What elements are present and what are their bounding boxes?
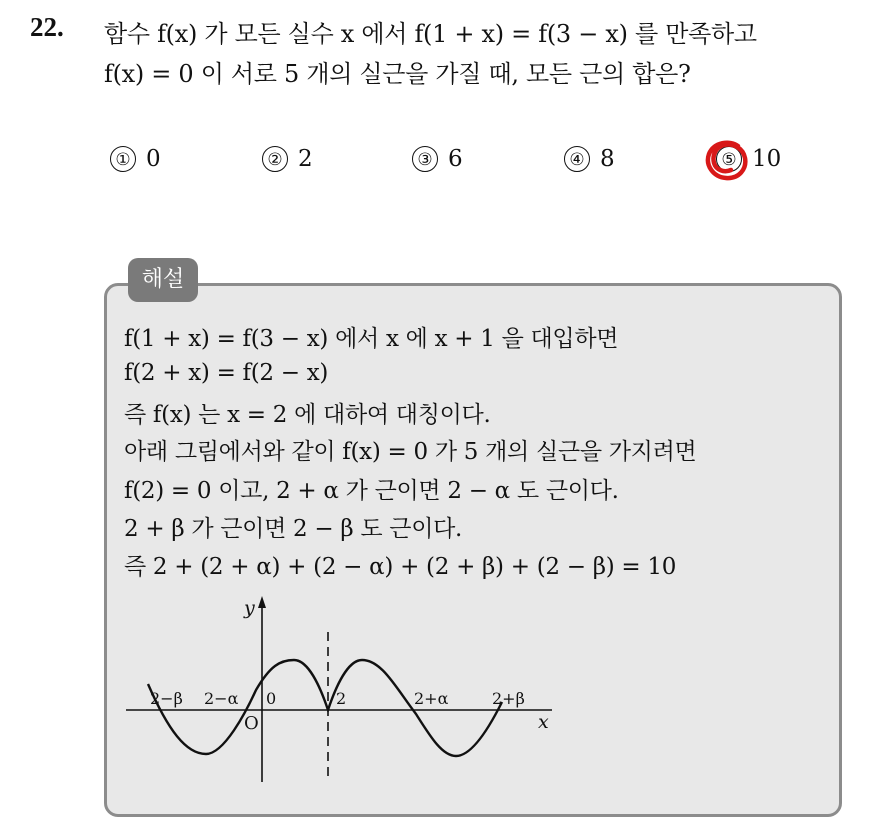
- solution-line-5: f(2) = 0 이고, 2 + α 가 근이면 2 − α 도 근이다.: [124, 478, 619, 504]
- question-text-line2: f(x) = 0 이 서로 5 개의 실근을 가질 때, 모든 근의 합은?: [104, 60, 691, 88]
- choice-4-mark: ④: [564, 146, 590, 172]
- choice-3[interactable]: [412, 145, 463, 172]
- answer-circle-mark: [704, 138, 750, 182]
- symmetry-graph: [120, 590, 560, 790]
- solution-tab: 해설: [128, 258, 198, 302]
- origin-label: O: [244, 713, 259, 734]
- root-label-2-plus-beta: 2+β: [492, 689, 525, 708]
- choice-1-mark: ①: [110, 146, 136, 172]
- choice-3-mark: ③: [412, 146, 438, 172]
- solution-line-1: f(1 + x) = f(3 − x) 에서 x 에 x + 1 을 대입하면: [124, 326, 619, 352]
- question-text-line1: 함수 f(x) 가 모든 실수 x 에서 f(1 + x) = f(3 − x) 를 만족하고: [104, 20, 757, 48]
- root-label-2-minus-beta: 2−β: [150, 689, 183, 708]
- x-axis-label: x: [538, 711, 549, 733]
- choice-5-mark: ⑤: [716, 146, 742, 172]
- choice-5-value: 10: [752, 146, 782, 172]
- choice-1[interactable]: [110, 145, 161, 172]
- solution-line-2: f(2 + x) = f(2 − x): [124, 360, 329, 386]
- solution-line-7: 즉 2 + (2 + α) + (2 − α) + (2 + β) + (2 − β) = 10: [124, 554, 677, 580]
- choice-4-value: 8: [600, 146, 615, 172]
- y-axis-label: y: [244, 597, 255, 619]
- y-axis-arrow: [258, 596, 266, 608]
- choice-2[interactable]: [262, 145, 313, 172]
- question-number: 22.: [30, 12, 64, 42]
- choice-3-value: 6: [448, 146, 463, 172]
- choice-2-value: 2: [298, 146, 313, 172]
- zero-label: 0: [266, 689, 277, 708]
- solution-line-6: 2 + β 가 근이면 2 − β 도 근이다.: [124, 516, 463, 542]
- choice-2-mark: ②: [262, 146, 288, 172]
- solution-line-4: 아래 그림에서와 같이 f(x) = 0 가 5 개의 실근을 가지려면: [124, 439, 697, 465]
- root-label-2-minus-alpha: 2−α: [204, 689, 239, 708]
- solution-line-3: 즉 f(x) 는 x = 2 에 대하여 대칭이다.: [124, 402, 491, 428]
- function-curve: [148, 660, 502, 756]
- root-label-2-plus-alpha: 2+α: [414, 689, 449, 708]
- choice-1-value: 0: [146, 146, 161, 172]
- choice-4[interactable]: [564, 145, 615, 172]
- root-label-2: 2: [336, 689, 347, 708]
